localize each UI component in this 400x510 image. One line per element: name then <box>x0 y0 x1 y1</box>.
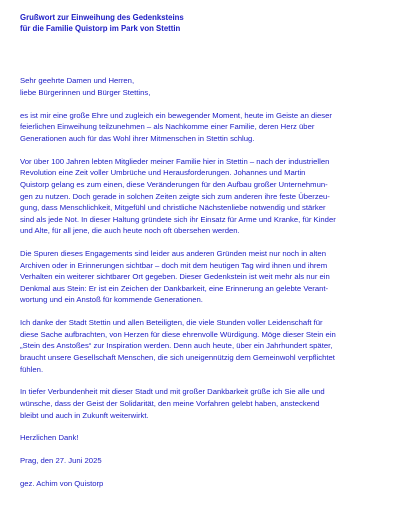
paragraph-5 <box>20 386 384 421</box>
paragraph-line: In tiefer Verbundenheit mit dieser Stadt und mit großer Dankbarkeit grüße ich Sie alle und <box>20 387 325 397</box>
paragraph-line: gen zu nutzen. Doch gerade in solchen Zeiten zeigte sich zum anderen ihre feste Überzeu- <box>20 191 330 201</box>
paragraph-line: Generationen auch für das Wohl ihrer Mitmenschen in Stettin schlug. <box>20 133 255 143</box>
paragraph-line: Verhalten ein weiterer sichtbarer Ort gegeben. Dieser Gedenkstein ist weit mehr als nur ein <box>20 272 330 282</box>
paragraph-3 <box>20 248 384 306</box>
paragraph-line: fühlen. <box>20 364 44 374</box>
paragraph-line: braucht unsere Gesellschaft Menschen, die sich uneigennützig dem Gemeinwohl verpflichtet <box>20 353 335 363</box>
paragraph-line: es ist mir eine große Ehre und zugleich ein bewegender Moment, heute im Geiste an dieser <box>20 110 332 120</box>
salutation-line: Sehr geehrte Damen und Herren, <box>20 76 135 86</box>
paragraph-line: Quistorp gelang es zum einen, diese Veränderungen für den Aufbau großer Unternehmun- <box>20 179 328 189</box>
paragraph-line: Die Spuren dieses Engagements sind leider aus anderen Gründen meist nur noch in alten <box>20 249 326 259</box>
title-line: für die Familie Quistorp im Park von Stettin <box>20 24 181 34</box>
paragraph-line: und Alte, für all jene, die auch heute noch oft übersehen werden. <box>20 226 240 236</box>
paragraph-line: sind als jede Not. In dieser Haltung gründete sich ihr Einsatz für Arme und Kranke, für Kinder <box>20 214 336 224</box>
paragraph-line: diese Sache aufbrachten, von Herzen für diese ehrenvolle Würdigung. Möge dieser Stein ein <box>20 329 336 339</box>
paragraph-4 <box>20 317 384 375</box>
paragraph-line: Vor über 100 Jahren lebten Mitglieder meiner Familie hier in Stettin – nach der industriellen <box>20 156 330 166</box>
paragraph-line: gung, dass Menschlichkeit, Mitgefühl und christliche Nächstenliebe notwendig und stärker <box>20 203 326 213</box>
letter-title <box>20 12 384 34</box>
salutation-line: liebe Bürgerinnen und Bürger Stettins, <box>20 88 151 97</box>
paragraph-line: wünsche, dass der Geist der Solidarität, den meine Vorfahren gelebt haben, ansteckend <box>20 399 320 408</box>
salutation <box>20 75 384 98</box>
paragraph-line: „Stein des Anstoßes“ zur Inspiration werden. Denn auch heute, über ein Jahrhundert später, <box>20 341 333 351</box>
paragraph-2 <box>20 156 384 237</box>
paragraph-line: feierlichen Einweihung teilzunehmen – als Nachkomme einer Familie, deren Herz über <box>20 122 315 132</box>
title-line: Grußwort zur Einweihung des Gedenksteins <box>20 13 184 22</box>
paragraph-line: Archiven oder in Erinnerungen sichtbar – doch mit dem heutigen Tag wird ihnen und ihrem <box>20 260 328 270</box>
signature: gez. Achim von Quistorp <box>20 478 104 488</box>
paragraph-line: Revolution eine Zeit voller Umbrüche und Herausforderungen. Johannes und Martin <box>20 168 306 178</box>
paragraph-line: Ich danke der Stadt Stettin und allen Beteiligten, die viele Stunden voller Leidenschaft für <box>20 318 323 328</box>
paragraph-1 <box>20 110 384 145</box>
paragraph-line: bleibt und auch in Zukunft weiterwirkt. <box>20 410 149 420</box>
paragraph-line: Denkmal aus Stein: Er ist ein Zeichen der Dankbarkeit, eine Erinnerung an gelebte Verant- <box>20 283 329 293</box>
letter-page <box>20 12 384 490</box>
place-date: Prag, den 27. Juni 2025 <box>20 456 102 466</box>
closing-thanks: Herzlichen Dank! <box>20 433 79 443</box>
paragraph-line: wortung und ein Anstoß für kommende Generationen. <box>20 295 203 305</box>
